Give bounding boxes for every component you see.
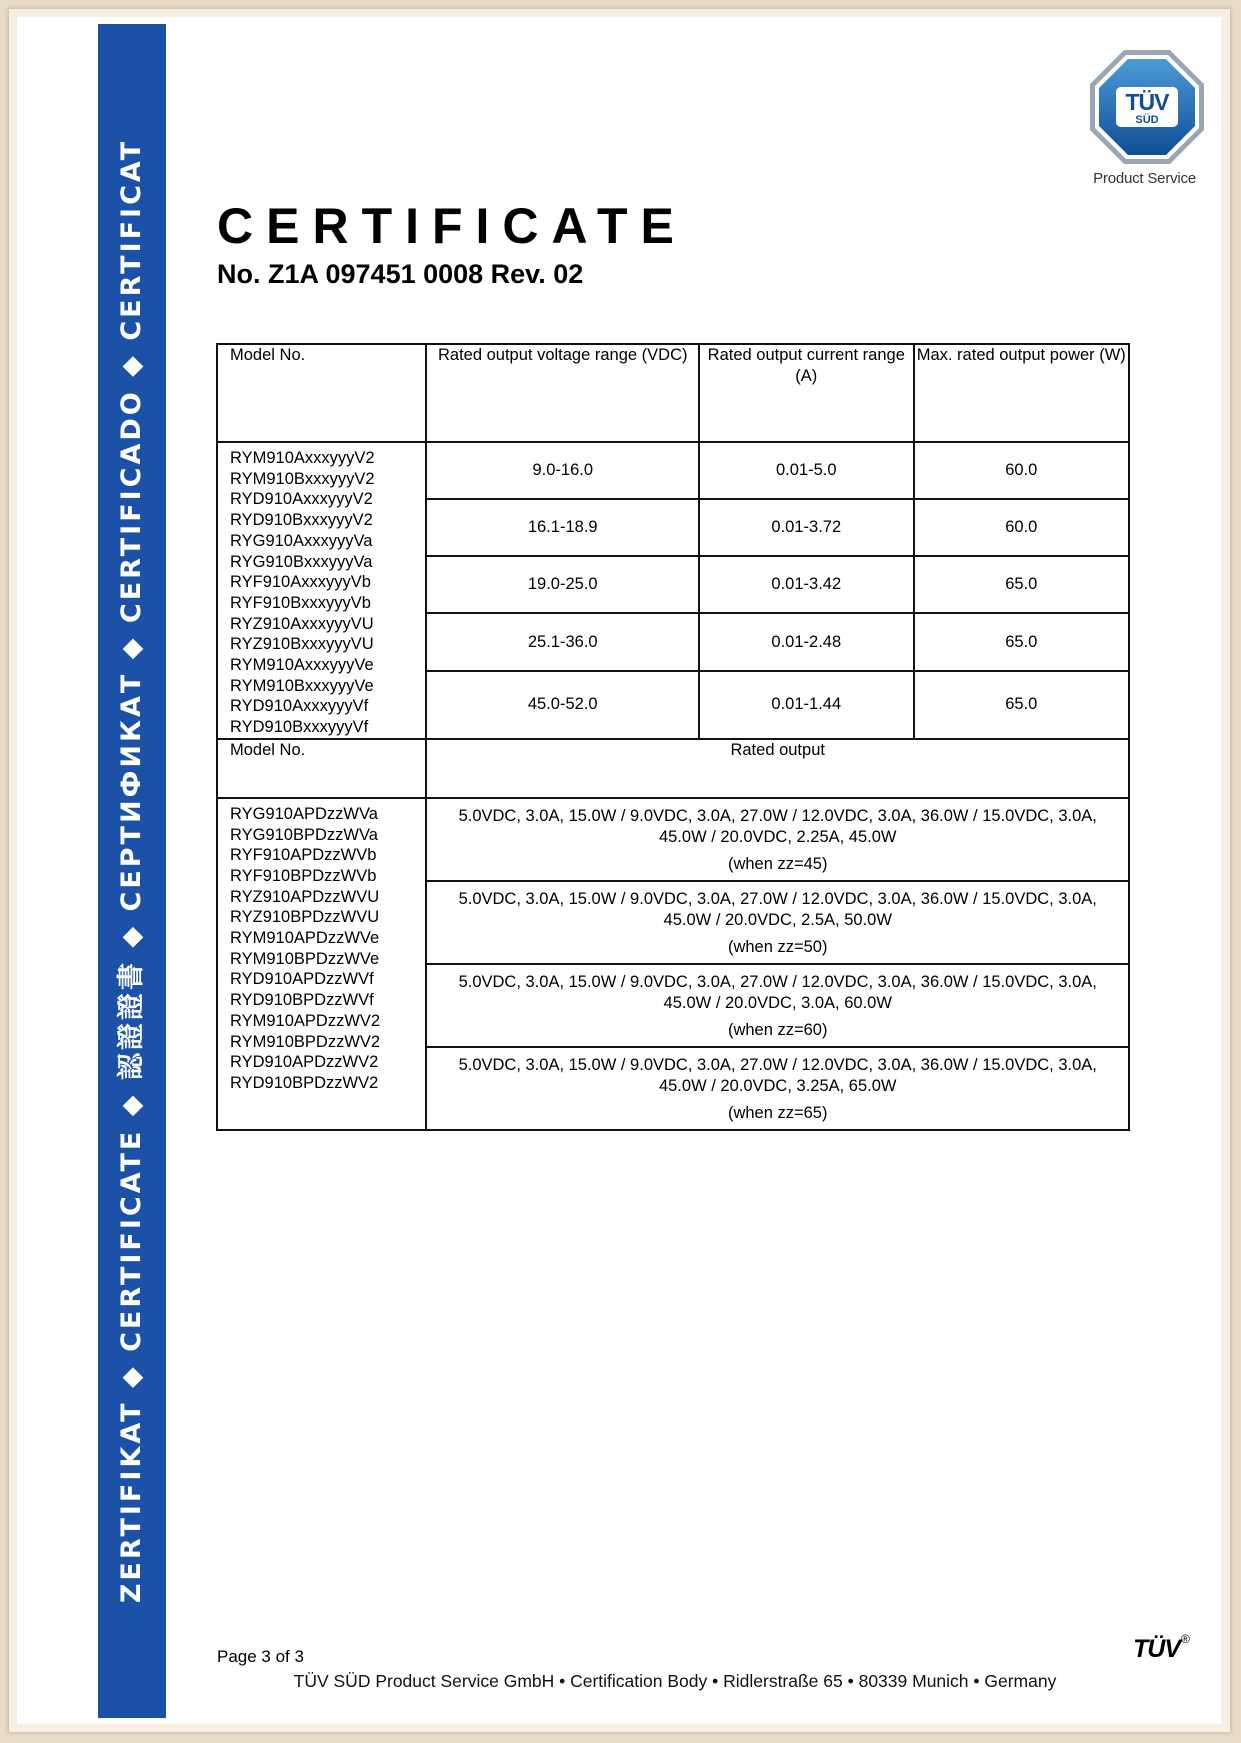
model-item: RYD910BPDzzWV2 (230, 1073, 379, 1092)
model-item: RYD910APDzzWVf (230, 970, 374, 989)
voltage-range-cell: 9.0-16.0 (426, 442, 699, 499)
page-number: Page 3 of 3 (217, 1647, 304, 1666)
model-item: RYM910APDzzWV2 (230, 1011, 381, 1030)
table1-row (217, 442, 1129, 499)
model-item: RYM910AxxxyyyV2 (230, 449, 375, 467)
tuv-sud-logo (1088, 48, 1206, 166)
logo-line2: SÜD (1135, 114, 1159, 126)
model-item: RYM910AxxxyyyVe (230, 656, 374, 675)
voltage-range-cell: 16.1-18.9 (426, 499, 699, 556)
model-item: RYD910BxxxyyyV2 (230, 511, 373, 530)
voltage-range-cell: 19.0-25.0 (426, 556, 699, 613)
current-range-cell: 0.01-1.44 (699, 671, 913, 739)
current-range-cell: 0.01-5.0 (699, 442, 913, 499)
table2-header-output: Rated output (426, 739, 1129, 798)
logo-line1: TÜV (1125, 89, 1169, 115)
model-item: RYD910BxxxyyyVf (230, 718, 369, 737)
table2-header-row (217, 739, 1129, 798)
rated-output-cell (426, 881, 1129, 964)
table1-header-model: Model No. (217, 344, 426, 442)
model-item: RYM910BxxxyyyVe (230, 676, 374, 695)
table2-header-model: Model No. (217, 739, 426, 798)
rated-output-cell (426, 964, 1129, 1047)
side-band-text: ZERTIFIKAT ◆ CERTIFICATE ◆ 認證證書 ◆ СЕРТИФИКАТ ◆ CERTIFICADO ◆ CERTIFICAT (116, 138, 147, 1604)
model-item: RYZ910BPDzzWVU (230, 908, 380, 927)
model-item: RYG910AxxxyyyVa (230, 531, 373, 550)
document-title: CERTIFICATE (217, 198, 687, 254)
rated-output-condition: (when zz=45) (727, 854, 828, 873)
rated-output-text: 5.0VDC, 3.0A, 15.0W / 9.0VDC, 3.0A, 27.0W / 12.0VDC, 3.0A, 36.0W / 15.0VDC, 3.0A, 45.0W / 20.0VDC, 3.0A, 60.0W (458, 972, 1097, 1012)
side-band (98, 24, 166, 1718)
table1-header-current: Rated output current range (A) (699, 344, 913, 442)
rated-output-condition: (when zz=50) (727, 937, 828, 956)
registered-mark-icon: ® (1181, 1632, 1189, 1646)
model-item: RYZ910APDzzWVU (230, 887, 380, 906)
max-power-cell: 65.0 (914, 613, 1129, 670)
rated-output-cell (426, 798, 1129, 881)
model-item: RYF910BxxxyyyVb (230, 593, 371, 612)
model-item: RYG910BxxxyyyVa (230, 552, 373, 571)
model-item: RYM910APDzzWVe (230, 929, 380, 948)
max-power-cell: 60.0 (914, 442, 1129, 499)
model-item: RYM910BPDzzWV2 (230, 1032, 381, 1051)
rated-output-text: 5.0VDC, 3.0A, 15.0W / 9.0VDC, 3.0A, 27.0W / 12.0VDC, 3.0A, 36.0W / 15.0VDC, 3.0A, 45.0W / 20.0VDC, 2.5A, 50.0W (458, 889, 1097, 929)
certificate-table (216, 343, 1130, 1131)
model-item: RYG910BPDzzWVa (230, 825, 378, 844)
voltage-range-cell: 45.0-52.0 (426, 671, 699, 739)
model-item: RYD910AxxxyyyVf (230, 697, 369, 716)
table2-model-list (217, 798, 426, 1130)
model-item: RYZ910BxxxyyyVU (230, 635, 374, 654)
model-item: RYM910BxxxyyyV2 (230, 469, 375, 488)
model-item: RYF910BPDzzWVb (230, 866, 377, 885)
max-power-cell: 65.0 (914, 671, 1129, 739)
certificate-number: No. Z1A 097451 0008 Rev. 02 (217, 259, 584, 289)
footer-tuv-mark (1133, 1632, 1189, 1664)
model-item: RYD910APDzzWV2 (230, 1053, 379, 1072)
rated-output-text: 5.0VDC, 3.0A, 15.0W / 9.0VDC, 3.0A, 27.0W / 12.0VDC, 3.0A, 36.0W / 15.0VDC, 3.0A, 45.0W / 20.0VDC, 2.25A, 45.0W (458, 806, 1097, 846)
max-power-cell: 65.0 (914, 556, 1129, 613)
rated-output-condition: (when zz=65) (727, 1103, 828, 1122)
logo-caption: Product Service (1093, 170, 1196, 187)
model-item: RYF910APDzzWVb (230, 846, 377, 865)
model-item: RYD910AxxxyyyV2 (230, 490, 373, 509)
footer-mark-text: TÜV (1133, 1635, 1180, 1663)
table1-header-power: Max. rated output power (W) (914, 344, 1129, 442)
rated-output-cell (426, 1047, 1129, 1130)
voltage-range-cell: 25.1-36.0 (426, 613, 699, 670)
table1-header-voltage: Rated output voltage range (VDC) (426, 344, 699, 442)
model-item: RYM910BPDzzWVe (230, 949, 380, 968)
footer-address: TÜV SÜD Product Service GmbH • Certification Body • Ridlerstraße 65 • 80339 Munich • Germany (293, 1671, 1057, 1691)
max-power-cell: 60.0 (914, 499, 1129, 556)
table2-row (217, 798, 1129, 881)
model-item: RYF910AxxxyyyVb (230, 573, 371, 592)
model-item: RYZ910AxxxyyyVU (230, 614, 374, 633)
model-item: RYD910BPDzzWVf (230, 991, 374, 1010)
model-item: RYG910APDzzWVa (230, 804, 378, 823)
current-range-cell: 0.01-2.48 (699, 613, 913, 670)
rated-output-text: 5.0VDC, 3.0A, 15.0W / 9.0VDC, 3.0A, 27.0W / 12.0VDC, 3.0A, 36.0W / 15.0VDC, 3.0A, 45.0W / 20.0VDC, 3.25A, 65.0W (458, 1055, 1097, 1095)
table1-model-list (217, 442, 426, 739)
current-range-cell: 0.01-3.72 (699, 499, 913, 556)
rated-output-condition: (when zz=60) (727, 1020, 828, 1039)
current-range-cell: 0.01-3.42 (699, 556, 913, 613)
table1-header-row (217, 344, 1129, 442)
